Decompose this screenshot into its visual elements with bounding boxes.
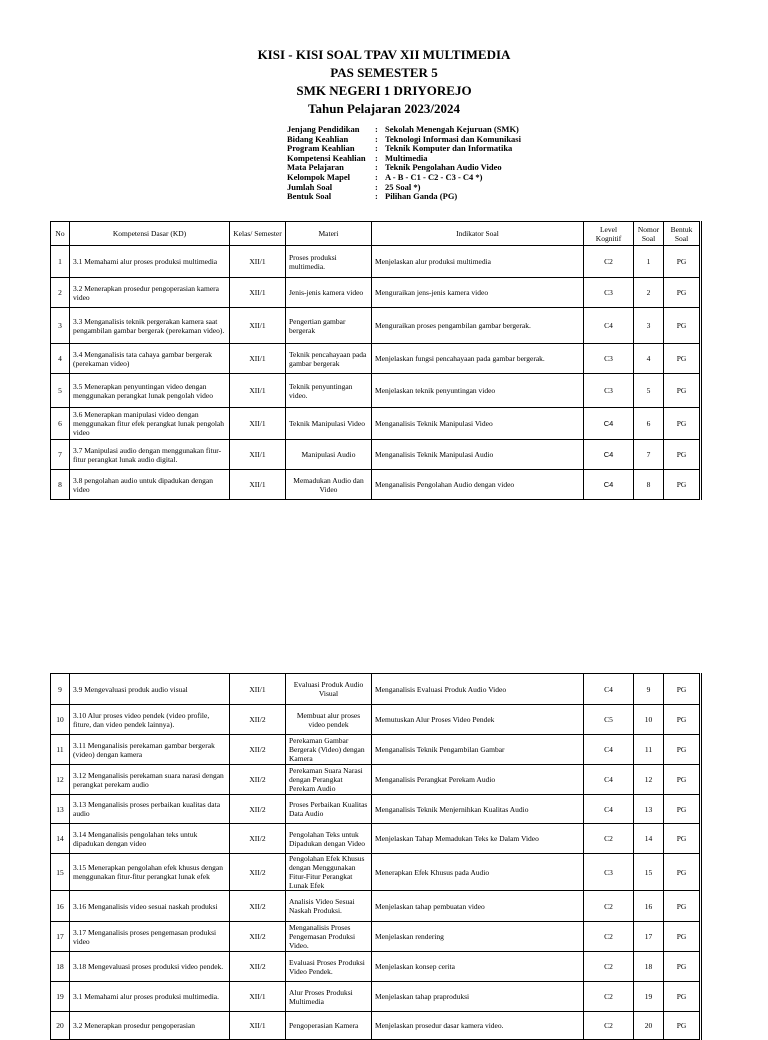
cell-materi: Membuat alur proses video pendek: [286, 705, 372, 735]
cell-level-kognitif: C2: [584, 824, 634, 854]
info-key: Jumlah Soal: [287, 181, 333, 192]
info-row: [287, 192, 521, 202]
cell-kelas-semester: XII/2: [230, 854, 286, 891]
header-kelas: Kelas/ Semester: [230, 222, 286, 246]
info-value: Teknologi Informasi dan Komunikasi: [385, 133, 521, 144]
table-row: [51, 952, 701, 982]
cell-kompetensi-dasar: 3.18 Mengevaluasi proses produksi video pendek.: [70, 952, 230, 982]
cell-bentuk-soal: PG: [664, 705, 701, 735]
cell-indikator: Menganalisis Teknik Manipulasi Audio: [372, 440, 584, 470]
cell-kompetensi-dasar: 3.17 Menganalisis proses pengemasan produksi video: [70, 922, 230, 952]
cell-kelas-semester: XII/1: [230, 278, 286, 308]
cell-materi: Memadukan Audio dan Video: [286, 470, 372, 500]
cell-kelas-semester: XII/1: [230, 674, 286, 705]
cell-bentuk-soal: PG: [664, 952, 701, 982]
info-colon: :: [375, 152, 378, 163]
cell-indikator: Memutuskan Alur Proses Video Pendek: [372, 705, 584, 735]
cell-level-kognitif: C2: [584, 891, 634, 922]
cell-bentuk-soal: PG: [664, 765, 701, 795]
cell-bentuk-soal: PG: [664, 824, 701, 854]
info-key: Program Keahlian: [287, 143, 355, 154]
cell-no: 12: [51, 765, 70, 795]
cell-indikator: Menjelaskan fungsi pencahayaan pada gambar bergerak.: [372, 344, 584, 374]
cell-no: 1: [51, 246, 70, 278]
cell-nomor-soal: 16: [634, 891, 664, 922]
cell-no: 14: [51, 824, 70, 854]
cell-indikator: Menguraikan jens-jenis kamera video: [372, 278, 584, 308]
cell-bentuk-soal: PG: [664, 278, 701, 308]
cell-level-kognitif: C4: [584, 674, 634, 705]
cell-no: 2: [51, 278, 70, 308]
cell-indikator: Menganalisis Evaluasi Produk Audio Video: [372, 674, 584, 705]
info-value: 25 Soal *): [385, 181, 421, 192]
table-row: [51, 1012, 701, 1040]
title-line-3: SMK NEGERI 1 DRIYOREJO: [296, 83, 472, 98]
cell-bentuk-soal: PG: [664, 674, 701, 705]
table-row: [51, 735, 701, 765]
cell-level-kognitif: C3: [584, 344, 634, 374]
cell-kelas-semester: XII/2: [230, 952, 286, 982]
cell-nomor-soal: 17: [634, 922, 664, 952]
table-row: [51, 278, 701, 308]
cell-kompetensi-dasar: 3.2 Menerapkan prosedur pengoperasian kamera video: [70, 278, 230, 308]
cell-nomor-soal: 18: [634, 952, 664, 982]
info-key: Bidang Keahlian: [287, 133, 349, 144]
cell-level-kognitif: C4: [584, 765, 634, 795]
cell-materi: Evaluasi Proses Produksi Video Pendek.: [286, 952, 372, 982]
cell-materi: Alur Proses Produksi Multimedia: [286, 982, 372, 1012]
table-row: [51, 891, 701, 922]
title-line-1: KISI - KISI SOAL TPAV XII MULTIMEDIA: [257, 47, 511, 62]
cell-materi: Perekaman Gambar Bergerak (Video) dengan Kamera: [286, 735, 372, 765]
cell-bentuk-soal: PG: [664, 408, 701, 440]
cell-nomor-soal: 14: [634, 824, 664, 854]
info-block: [287, 125, 521, 202]
cell-materi: Jenis-jenis kamera video: [286, 278, 372, 308]
cell-kelas-semester: XII/1: [230, 344, 286, 374]
title-line-4: Tahun Pelajaran 2023/2024: [308, 101, 460, 116]
cell-kelas-semester: XII/1: [230, 408, 286, 440]
cell-materi: Teknik pencahayaan pada gambar bergerak: [286, 344, 372, 374]
table-row: [51, 344, 701, 374]
cell-no: 9: [51, 674, 70, 705]
cell-kompetensi-dasar: 3.10 Alur proses video pendek (video profile, fiture, dan video pendek lainnya).: [70, 705, 230, 735]
cell-bentuk-soal: PG: [664, 470, 701, 500]
cell-nomor-soal: 15: [634, 854, 664, 891]
cell-materi: Evaluasi Produk Audio Visual: [286, 674, 372, 705]
cell-kompetensi-dasar: 3.9 Mengevaluasi produk audio visual: [70, 674, 230, 705]
header-no: No: [51, 222, 70, 246]
cell-materi: Menganalisis Proses Pengemasan Produksi Video.: [286, 922, 372, 952]
cell-kompetensi-dasar: 3.1 Memahami alur proses produksi multimedia: [70, 246, 230, 278]
info-value: A - B - C1 - C2 - C3 - C4 *): [385, 171, 483, 182]
header-level: Level Kognitif: [584, 222, 634, 246]
cell-kompetensi-dasar: 3.3 Menganalisis teknik pergerakan kamera saat pengambilan gambar bergerak (perekaman video).: [70, 308, 230, 344]
cell-nomor-soal: 3: [634, 308, 664, 344]
cell-level-kognitif: C4: [584, 470, 634, 500]
info-key: Kelompok Mapel: [287, 171, 351, 182]
cell-indikator: Menjelaskan tahap praproduksi: [372, 982, 584, 1012]
cell-no: 19: [51, 982, 70, 1012]
header-nomor: Nomor Soal: [634, 222, 664, 246]
cell-nomor-soal: 9: [634, 674, 664, 705]
table-row: [51, 308, 701, 344]
cell-level-kognitif: C4: [584, 308, 634, 344]
cell-level-kognitif: C2: [584, 982, 634, 1012]
cell-nomor-soal: 6: [634, 408, 664, 440]
cell-indikator: Menjelaskan Tahap Memadukan Teks ke Dalam Video: [372, 824, 584, 854]
cell-no: 15: [51, 854, 70, 891]
cell-nomor-soal: 11: [634, 735, 664, 765]
cell-level-kognitif: C3: [584, 278, 634, 308]
cell-indikator: Menjelaskan prosedur dasar kamera video.: [372, 1012, 584, 1040]
table-row: [51, 795, 701, 824]
cell-kelas-semester: XII/2: [230, 795, 286, 824]
table-row: [51, 246, 701, 278]
cell-indikator: Menjelaskan tahap pembuatan video: [372, 891, 584, 922]
info-value: Teknik Pengolahan Audio Video: [385, 162, 502, 173]
cell-kelas-semester: XII/1: [230, 470, 286, 500]
cell-nomor-soal: 12: [634, 765, 664, 795]
cell-kompetensi-dasar: 3.7 Manipulasi audio dengan menggunakan fitur-fitur perangkat lunak audio digital.: [70, 440, 230, 470]
header-kd: Kompetensi Dasar (KD): [70, 222, 230, 246]
cell-bentuk-soal: PG: [664, 344, 701, 374]
table-row: [51, 982, 701, 1012]
info-colon: :: [375, 124, 378, 134]
cell-nomor-soal: 7: [634, 440, 664, 470]
cell-indikator: Menganalisis Perangkat Perekam Audio: [372, 765, 584, 795]
table-row: [51, 470, 701, 500]
info-colon: :: [375, 191, 378, 202]
cell-level-kognitif: C4: [584, 408, 634, 440]
info-key: Bentuk Soal: [287, 191, 332, 202]
kisi-table-page-2: [50, 673, 702, 1040]
cell-no: 4: [51, 344, 70, 374]
header-bentuk: Bentuk Soal: [664, 222, 701, 246]
info-colon: :: [375, 171, 378, 182]
cell-indikator: Menganalisis Teknik Manipulasi Video: [372, 408, 584, 440]
cell-level-kognitif: C4: [584, 735, 634, 765]
cell-no: 20: [51, 1012, 70, 1040]
cell-materi: Teknik Manipulasi Video: [286, 408, 372, 440]
cell-materi: Teknik penyuntingan video.: [286, 374, 372, 408]
cell-level-kognitif: C2: [584, 922, 634, 952]
header-materi: Materi: [286, 222, 372, 246]
cell-level-kognitif: C3: [584, 854, 634, 891]
cell-kompetensi-dasar: 3.11 Menganalisis perekaman gambar bergerak (video) dengan kamera: [70, 735, 230, 765]
cell-no: 13: [51, 795, 70, 824]
table-row: [51, 765, 701, 795]
cell-kelas-semester: XII/1: [230, 1012, 286, 1040]
cell-level-kognitif: C4: [584, 795, 634, 824]
cell-kompetensi-dasar: 3.1 Memahami alur proses produksi multimedia.: [70, 982, 230, 1012]
info-value: Sekolah Menengah Kejuruan (SMK): [385, 124, 519, 134]
cell-kompetensi-dasar: 3.12 Menganalisis perekaman suara narasi dengan perangkat perekam audio: [70, 765, 230, 795]
table-row: [51, 408, 701, 440]
cell-no: 16: [51, 891, 70, 922]
cell-level-kognitif: C3: [584, 374, 634, 408]
cell-indikator: Menjelaskan konsep cerita: [372, 952, 584, 982]
cell-nomor-soal: 2: [634, 278, 664, 308]
info-colon: :: [375, 133, 378, 144]
cell-bentuk-soal: PG: [664, 795, 701, 824]
cell-nomor-soal: 8: [634, 470, 664, 500]
cell-kelas-semester: XII/2: [230, 824, 286, 854]
cell-kompetensi-dasar: 3.8 pengolahan audio untuk dipadukan dengan video: [70, 470, 230, 500]
cell-indikator: Menjelaskan teknik penyuntingan video: [372, 374, 584, 408]
cell-level-kognitif: C2: [584, 246, 634, 278]
info-value: Multimedia: [385, 152, 428, 163]
table-row: [51, 440, 701, 470]
info-value: Teknik Komputer dan Informatika: [385, 143, 513, 154]
cell-no: 7: [51, 440, 70, 470]
cell-indikator: Menganalisis Teknik Menjernihkan Kualitas Audio: [372, 795, 584, 824]
info-value: Pilihan Ganda (PG): [385, 191, 458, 202]
cell-indikator: Menerapkan Efek Khusus pada Audio: [372, 854, 584, 891]
cell-no: 11: [51, 735, 70, 765]
cell-nomor-soal: 10: [634, 705, 664, 735]
info-key: Mata Pelajaran: [287, 162, 344, 173]
document-title: [0, 46, 768, 118]
cell-indikator: Menjelaskan alur produksi multimedia: [372, 246, 584, 278]
cell-materi: Manipulasi Audio: [286, 440, 372, 470]
info-colon: :: [375, 181, 378, 192]
info-key: Jenjang Pendidikan: [287, 124, 360, 134]
cell-no: 6: [51, 408, 70, 440]
kisi-table-page-1: [50, 221, 702, 500]
header-indikator: Indikator Soal: [372, 222, 584, 246]
cell-indikator: Menjelaskan rendering: [372, 922, 584, 952]
cell-level-kognitif: C4: [584, 440, 634, 470]
table-row: [51, 854, 701, 891]
cell-level-kognitif: C5: [584, 705, 634, 735]
table-header-row: [51, 222, 701, 246]
cell-kelas-semester: XII/2: [230, 705, 286, 735]
cell-kompetensi-dasar: 3.5 Menerapkan penyuntingan video dengan menggunakan perangkat lunak pengolah video: [70, 374, 230, 408]
cell-bentuk-soal: PG: [664, 735, 701, 765]
cell-bentuk-soal: PG: [664, 246, 701, 278]
cell-kelas-semester: XII/1: [230, 440, 286, 470]
cell-bentuk-soal: PG: [664, 982, 701, 1012]
cell-kompetensi-dasar: 3.16 Menganalisis video sesuai naskah produksi: [70, 891, 230, 922]
cell-indikator: Menguraikan proses pengambilan gambar bergerak.: [372, 308, 584, 344]
cell-materi: Analisis Video Sesuai Naskah Produksi.: [286, 891, 372, 922]
cell-materi: Pengolahan Teks untuk Dipadukan dengan Video: [286, 824, 372, 854]
cell-materi: Perekaman Suara Narasi dengan Perangkat Perekam Audio: [286, 765, 372, 795]
cell-kompetensi-dasar: 3.2 Menerapkan prosedur pengoperasian: [70, 1012, 230, 1040]
cell-bentuk-soal: PG: [664, 1012, 701, 1040]
cell-nomor-soal: 4: [634, 344, 664, 374]
cell-no: 10: [51, 705, 70, 735]
cell-nomor-soal: 5: [634, 374, 664, 408]
cell-materi: Proses produksi multimedia.: [286, 246, 372, 278]
cell-kelas-semester: XII/2: [230, 891, 286, 922]
cell-level-kognitif: C2: [584, 952, 634, 982]
cell-no: 17: [51, 922, 70, 952]
cell-kelas-semester: XII/2: [230, 765, 286, 795]
info-key: Kompetensi Keahlian: [287, 152, 366, 163]
table-row: [51, 674, 701, 705]
info-colon: :: [375, 143, 378, 154]
cell-materi: Pengolahan Efek Khusus dengan Menggunakan Fitur-Fitur Perangkat Lunak Efek: [286, 854, 372, 891]
cell-kompetensi-dasar: 3.14 Menganalisis pengolahan teks untuk dipadukan dengan video: [70, 824, 230, 854]
cell-kelas-semester: XII/2: [230, 735, 286, 765]
cell-materi: Pengoperasian Kamera: [286, 1012, 372, 1040]
cell-bentuk-soal: PG: [664, 374, 701, 408]
cell-bentuk-soal: PG: [664, 854, 701, 891]
cell-nomor-soal: 20: [634, 1012, 664, 1040]
cell-kelas-semester: XII/1: [230, 982, 286, 1012]
cell-bentuk-soal: PG: [664, 440, 701, 470]
cell-kelas-semester: XII/2: [230, 922, 286, 952]
table-row: [51, 922, 701, 952]
cell-nomor-soal: 19: [634, 982, 664, 1012]
cell-indikator: Menganalisis Teknik Pengambilan Gambar: [372, 735, 584, 765]
cell-materi: Proses Perbaikan Kualitas Data Audio: [286, 795, 372, 824]
table-row: [51, 374, 701, 408]
cell-no: 18: [51, 952, 70, 982]
cell-kompetensi-dasar: 3.15 Menerapkan pengolahan efek khusus dengan menggunakan fitur-fitur perangkat lunak efek: [70, 854, 230, 891]
cell-kelas-semester: XII/1: [230, 374, 286, 408]
cell-bentuk-soal: PG: [664, 891, 701, 922]
cell-no: 3: [51, 308, 70, 344]
cell-indikator: Menganalisis Pengolahan Audio dengan video: [372, 470, 584, 500]
table-row: [51, 824, 701, 854]
cell-materi: Pengertian gambar bergerak: [286, 308, 372, 344]
cell-nomor-soal: 1: [634, 246, 664, 278]
table-row: [51, 705, 701, 735]
cell-kelas-semester: XII/1: [230, 246, 286, 278]
info-colon: :: [375, 162, 378, 173]
cell-kelas-semester: XII/1: [230, 308, 286, 344]
cell-nomor-soal: 13: [634, 795, 664, 824]
cell-kompetensi-dasar: 3.13 Menganalisis proses perbaikan kualitas data audio: [70, 795, 230, 824]
cell-no: 5: [51, 374, 70, 408]
cell-bentuk-soal: PG: [664, 308, 701, 344]
cell-bentuk-soal: PG: [664, 922, 701, 952]
cell-kompetensi-dasar: 3.4 Menganalisis tata cahaya gambar bergerak (perekaman video): [70, 344, 230, 374]
cell-kompetensi-dasar: 3.6 Menerapkan manipulasi video dengan menggunakan fitur efek perangkat lunak pengolah video: [70, 408, 230, 440]
title-line-2: PAS SEMESTER 5: [330, 65, 438, 80]
cell-no: 8: [51, 470, 70, 500]
cell-level-kognitif: C2: [584, 1012, 634, 1040]
